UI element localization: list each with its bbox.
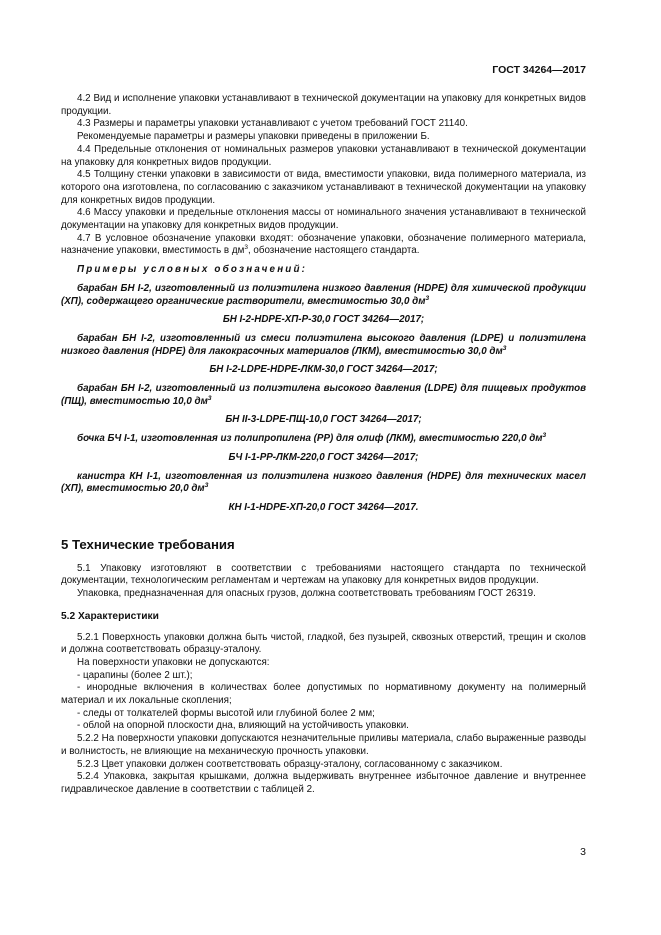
paragraph-4-6: 4.6 Массу упаковки и предельные отклонения массы от номинального значения устанавливают в технической документации на упаковку для конкретных видов продукции. (61, 207, 586, 232)
paragraph-4-4: 4.4 Предельные отклонения от номинальных размеров упаковки устанавливают в технической документации на упаковку для конкретных видов продукции. (61, 143, 586, 168)
paragraph-5-2-1-note: На поверхности упаковки не допускаются: (77, 656, 270, 668)
page-number: 3 (580, 846, 586, 858)
paragraph-4-7: 4.7 В условное обозначение упаковки входят: обозначение упаковки, обозначение полимерного материала, назначение упаковки, вместимость в $дм^3$, обозначение настоящего стандарта. (61, 232, 586, 257)
example-code: БН II-3-LDPE-ПЩ-10,0 ГОСТ 34264—2017; (225, 414, 422, 426)
subsection-title: 5.2 Характеристики (61, 610, 159, 622)
examples-heading: Примеры условных обозначений: (77, 264, 308, 276)
document-body (61, 93, 586, 797)
paragraph-5-1: 5.1 Упаковку изготовляют в соответствии с требованиями настоящего стандарта по технической документации, технологическим регламентам и чертежам на упаковку для конкретных видов продукции. (61, 562, 586, 587)
paragraph-4-3: 4.3 Размеры и параметры упаковки устанавливают с учетом требований ГОСТ 21140. (77, 118, 468, 130)
paragraph-4-2: 4.2 Вид и исполнение упаковки устанавливают в технической документации на упаковку для конкретных видов продукции. (61, 93, 586, 117)
list-item: - следы от толкателей формы высотой или глубиной более 2 мм; (77, 707, 375, 719)
list-item: - облой на опорной плоскости дна, влияющий на устойчивость упаковки. (77, 720, 409, 732)
paragraph-5-1-note: Упаковка, предназначенная для опасных грузов, должна соответствовать требованиям ГОСТ 26319. (77, 588, 536, 600)
example-code: БН I-2-HDPE-ХП-Р-30,0 ГОСТ 34264—2017; (222, 314, 425, 326)
paragraph-5-2-3: 5.2.3 Цвет упаковки должен соответствовать образцу-эталону, согласованному с заказчиком. (77, 758, 503, 770)
list-item: - царапины (более 2 шт.); (77, 669, 193, 681)
example-item: канистра КН I-1, изготовленная из полиэтилена низкого давления (HDPE) для технических масел (ХП), вместимостью 20,0 $дм^3$ (61, 470, 586, 495)
paragraph-5-2-1: 5.2.1 Поверхность упаковки должна быть чистой, гладкой, без пузырей, сквозных отверстий, трещин и сколов и должна соответствовать образцу-эталону. (61, 631, 586, 656)
paragraph-5-2-2: 5.2.2 На поверхности упаковки допускаются незначительные приливы материала, слабо выраженные разводы и волнистость, не влияющие на механическую прочность упаковки. (61, 733, 586, 757)
example-code: КН I-1-HDPE-ХП-20,0 ГОСТ 34264—2017. (228, 501, 419, 513)
section-title: 5 Технические требования (61, 536, 235, 552)
paragraph-5-2-4: 5.2.4 Упаковка, закрытая крышками, должна выдерживать внутреннее избыточное давление и внутреннее гидравлическое давление в соответствии с таблицей 2. (61, 771, 586, 795)
example-item: барабан БН I-2, изготовленный из полиэтилена высокого давления (LDPE) для пищевых продуктов (ПЩ), вместимостью 10,0 $дм^3$ (61, 383, 586, 407)
example-item: барабан БН I-2, изготовленный из полиэтилена низкого давления (HDPE) для химической продукции (ХП), содержащего органические растворители, вместимостью 30,0 $дм^3$ (61, 282, 586, 307)
paragraph-4-5: 4.5 Толщину стенки упаковки в зависимости от вида, вместимости упаковки, вида полимерного материала, из которого она изготовлена, по согласованию с заказчиком устанавливают в технической документации на упаковку для конкретных видов продукции. (61, 169, 586, 206)
example-code: БЧ I-1-PP-ЛКМ-220,0 ГОСТ 34264—2017; (228, 451, 419, 463)
example-code: БН I-2-LDPE-HDPE-ЛКМ-30,0 ГОСТ 34264—2017; (209, 364, 438, 376)
example-item: бочка БЧ I-1, изготовленная из полипропилена (PP) для олиф (ЛКМ), вместимостью 220,0 $дм^3$ (77, 432, 547, 445)
document-header: ГОСТ 34264—2017 (492, 64, 586, 76)
list-item: - инородные включения в количествах более допустимых по нормативному документу на полимерный материал и их локальные скопления; (61, 682, 586, 707)
example-item: барабан БН I-2, изготовленный из смеси полиэтилена высокого давления (LDPE) и полиэтилена низкого давления (HDPE) для лакокрасочных материалов (ЛКМ), вместимостью 30,0 $дм^3$ (61, 332, 586, 357)
paragraph-4-3-note: Рекомендуемые параметры и размеры упаковки приведены в приложении Б. (77, 131, 430, 143)
